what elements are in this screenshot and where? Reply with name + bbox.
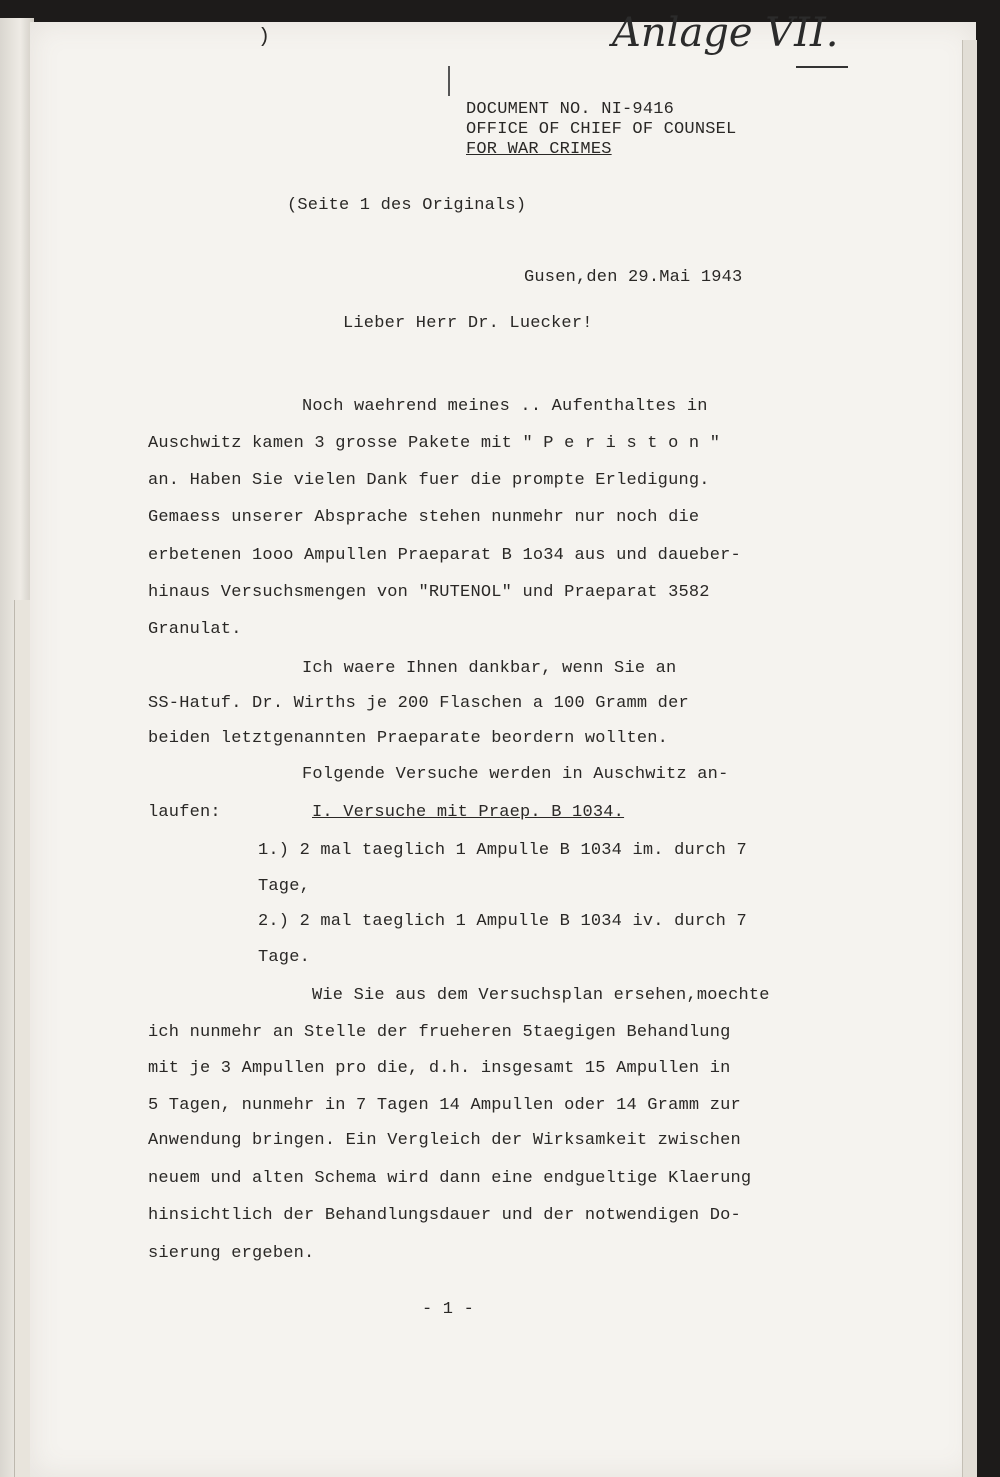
body-line: 1.) 2 mal taeglich 1 Ampulle B 1034 im. durch 7 xyxy=(258,841,747,860)
for-line: FOR WAR CRIMES xyxy=(466,140,612,159)
body-line: laufen: xyxy=(148,803,221,822)
document-number: DOCUMENT NO. NI-9416 xyxy=(466,100,675,119)
body-line: Noch waehrend meines .. Aufenthaltes in xyxy=(302,397,708,416)
page-reference: (Seite 1 des Originals) xyxy=(287,196,527,215)
body-line: 5 Tagen, nunmehr in 7 Tagen 14 Ampullen oder 14 Gramm zur xyxy=(148,1096,741,1115)
body-line: Anwendung bringen. Ein Vergleich der Wirksamkeit zwischen xyxy=(148,1131,741,1150)
body-line: Auschwitz kamen 3 grosse Pakete mit " P e r i s t o n " xyxy=(148,434,721,453)
body-line: Folgende Versuche werden in Auschwitz an- xyxy=(302,765,729,784)
body-line: Gemaess unserer Absprache stehen nunmehr nur noch die xyxy=(148,508,700,527)
body-line: beiden letztgenannten Praeparate beordern wollten. xyxy=(148,729,669,748)
body-line: Tage, xyxy=(258,877,311,896)
body-line: erbetenen 1ooo Ampullen Praeparat B 1o34 aus und daueber- xyxy=(148,546,741,565)
body-line: neuem und alten Schema wird dann eine endgueltige Klaerung xyxy=(148,1169,752,1188)
salutation: Lieber Herr Dr. Luecker! xyxy=(343,314,593,333)
body-line: sierung ergeben. xyxy=(148,1244,315,1263)
body-line: 2.) 2 mal taeglich 1 Ampulle B 1034 iv. durch 7 xyxy=(258,912,747,931)
body-line: mit je 3 Ampullen pro die, d.h. insgesamt 15 Ampullen in xyxy=(148,1059,731,1078)
handwritten-annotation: Anlage VII. xyxy=(612,10,839,56)
page-stack-edge xyxy=(962,40,977,1477)
office-line: OFFICE OF CHIEF OF COUNSEL xyxy=(466,120,737,139)
body-line: Tage. xyxy=(258,948,311,967)
body-line: hinsichtlich der Behandlungsdauer und der notwendigen Do- xyxy=(148,1206,741,1225)
body-line: SS-Hatuf. Dr. Wirths je 200 Flaschen a 100 Gramm der xyxy=(148,694,689,713)
annotation-underline xyxy=(796,66,848,68)
body-line: an. Haben Sie vielen Dank fuer die prompte Erledigung. xyxy=(148,471,710,490)
body-line: Ich waere Ihnen dankbar, wenn Sie an xyxy=(302,659,677,678)
page-number: - 1 - xyxy=(422,1300,475,1319)
place-date: Gusen,den 29.Mai 1943 xyxy=(524,268,743,287)
body-line: Granulat. xyxy=(148,620,242,639)
margin-mark: ) xyxy=(258,26,271,49)
body-line: hinaus Versuchsmengen von "RUTENOL" und Praeparat 3582 xyxy=(148,583,710,602)
body-line: Wie Sie aus dem Versuchsplan ersehen,moechte xyxy=(312,986,770,1005)
body-line: ich nunmehr an Stelle der frueheren 5taegigen Behandlung xyxy=(148,1023,731,1042)
margin-line xyxy=(448,66,450,96)
body-line: I. Versuche mit Praep. B 1034. xyxy=(312,803,625,822)
